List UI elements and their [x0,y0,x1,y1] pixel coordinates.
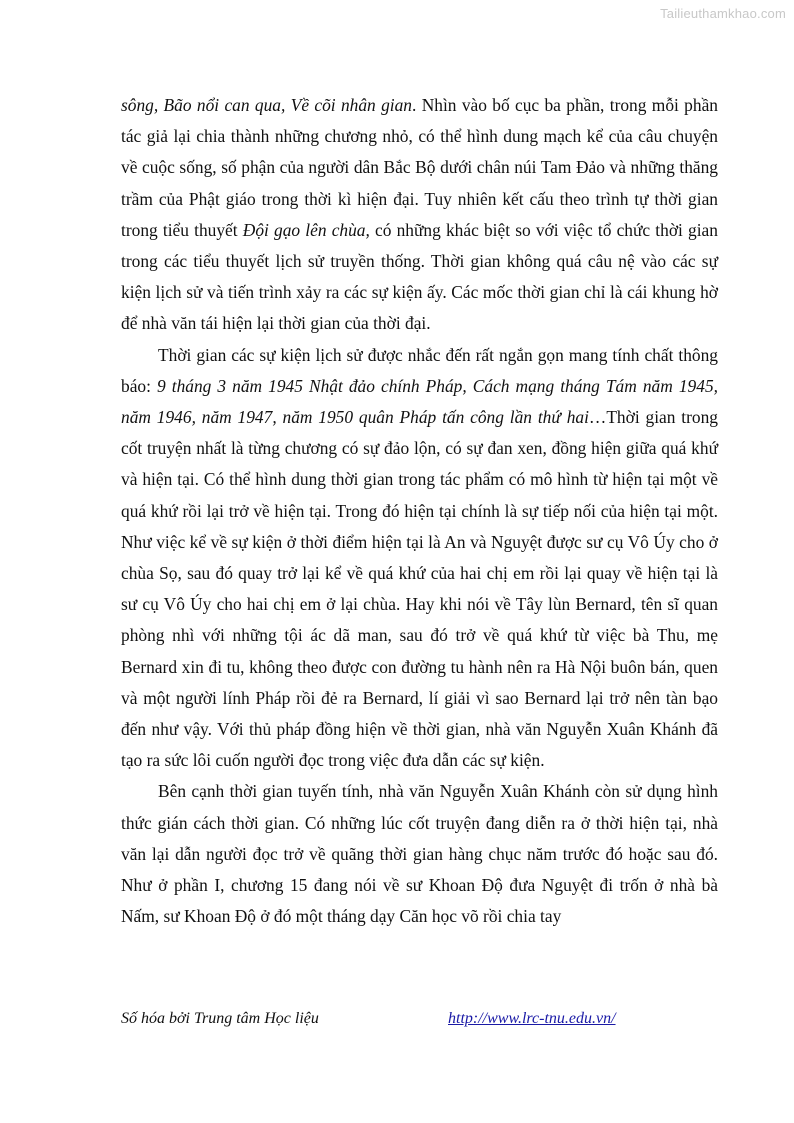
paragraph-2 [121,340,718,777]
text-segment: Thời gian các sự kiện lịch sử được nhắc đến rất ngắn gọn mang tính chất thông báo: [121,344,718,396]
footer-link[interactable]: http://www.lrc-tnu.edu.vn/ [448,1010,616,1027]
text-segment: có những khác biệt so với việc tổ chức thời gian trong các tiểu thuyết lịch sử truyền thống. Thời gian không quá câu nệ vào các sự kiện lịch sử và tiến trình xảy ra các sự kiện ấy. Các mốc thời gian chỉ là cái khung hờ để nhà văn tái hiện lại thời gian của thời đại. [121,219,718,334]
text-segment: …Thời gian trong cốt truyện nhất là từng chương có sự đảo lộn, có sự đan xen, đồng hiện giữa quá khứ và hiện tại. Có thể hình dung thời gian trong tác phẩm có mô hình từ hiện tại một về quá khứ rồi lại trở về hiện tại. Trong đó hiện tại chính là sự tiếp nối của hiện tại một. Như việc kể về sự kiện ở thời điểm hiện tại là An và Nguyệt được sư cụ Vô Úy cho ở chùa Sọ, sau đó quay trở lại kể về quá khứ của hai chị em rồi lại quay về hiện tại là sư cụ Vô Úy cho hai chị em ở lại chùa. Hay khi nói về Tây lùn Bernard, tên sĩ quan phòng nhì với những tội ác dã man, sau đó trở về quá khứ từ việc bà Thu, mẹ Bernard xin đi tu, không theo được con đường tu hành nên ra Hà Nội buôn bán, quen và một người lính Pháp rồi đẻ ra Bernard, lí giải vì sao Bernard lại trở nên tàn bạo đến như vậy. Với thủ pháp đồng hiện về thời gian, nhà văn Nguyễn Xuân Khánh đã tạo ra sức lôi cuốn người đọc trong việc đưa dẫn các sự kiện. [121,407,718,771]
text-segment: Đội gạo lên chùa, [242,219,370,240]
watermark: Tailieuthamkhao.com [660,6,786,21]
paragraph-3 [121,776,718,932]
page-body [121,90,718,932]
page-footer [121,1010,718,1034]
text-segment: . Nhìn vào bố cục ba phần, trong mỗi phần tác giả lại chia thành những chương nhỏ, có thể hình dung mạch kể của câu chuyện về cuộc sống, số phận của người dân Bắc Bộ dưới chân núi Tam Đảo và những thăng trầm của Phật giáo trong thời kì hiện đại. Tuy nhiên kết cấu theo trình tự thời gian trong tiểu thuyết [121,95,718,240]
paragraph-1 [121,90,718,340]
text-segment: Bên cạnh thời gian tuyến tính, nhà văn Nguyễn Xuân Khánh còn sử dụng hình thức gián cách thời gian. Có những lúc cốt truyện đang diễn ra ở thời hiện tại, nhà văn lại dẫn người đọc trở về quãng thời gian hàng chục năm trước đó hoặc sau đó. Như ở phần I, chương 15 đang nói về sư Khoan Độ đưa Nguyệt đi trốn ở nhà bà Nấm, sư Khoan Độ ở đó một tháng dạy Căn học võ rồi chia tay [121,781,718,927]
text-segment: 9 tháng 3 năm 1945 Nhật đảo chính Pháp, Cách mạng tháng Tám năm 1945, năm 1946, năm 1947, năm 1950 quân Pháp tấn công lần thứ hai [121,375,718,428]
footer-digitized-by: Số hóa bởi Trung tâm Học liệu [121,1010,319,1027]
text-segment: sông, Bão nổi can qua, Về cõi nhân gian [121,95,413,115]
